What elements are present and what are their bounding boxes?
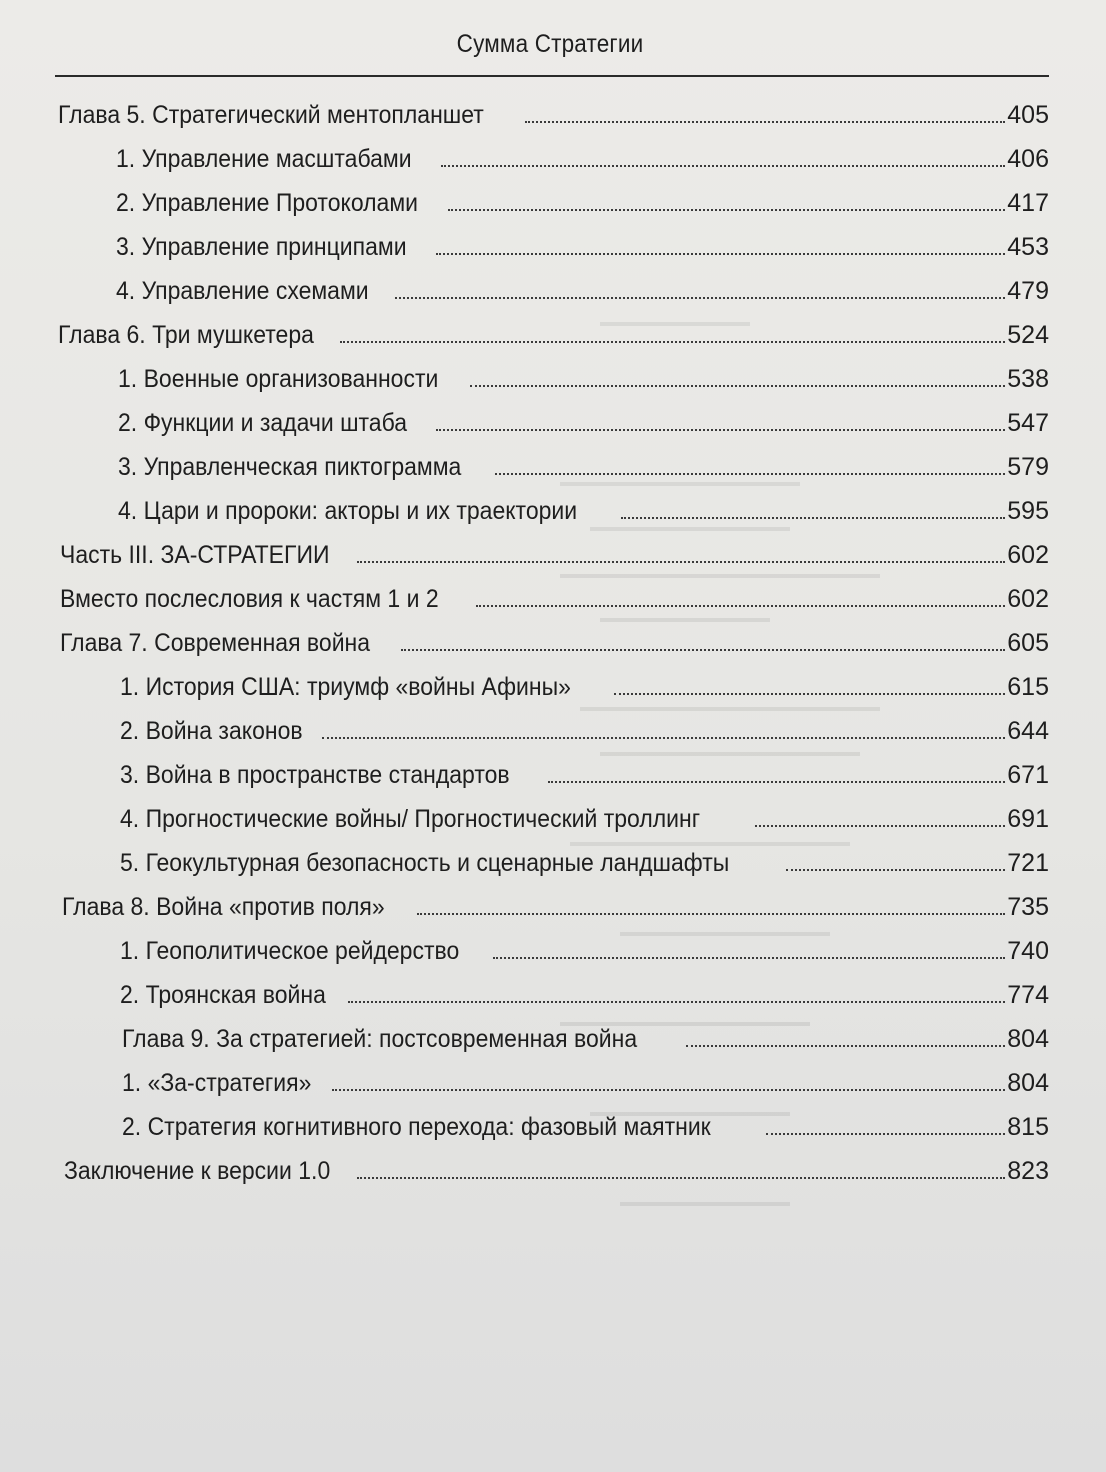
toc-entry-page: 524 <box>1007 321 1049 349</box>
toc-entry-page: 406 <box>1007 145 1049 173</box>
dot-leader <box>614 692 1005 695</box>
dot-leader <box>401 648 1005 651</box>
dot-leader <box>755 824 1006 827</box>
toc-entry-page: 815 <box>1007 1113 1049 1141</box>
toc-entry-title: Глава 8. Война «против поля» <box>62 893 385 921</box>
toc-entry <box>120 795 1049 835</box>
toc-entry-page: 595 <box>1007 497 1049 525</box>
toc-entry <box>116 267 1049 307</box>
toc-entry-title: 5. Геокультурная безопасность и сценарные ландшафты <box>120 849 730 877</box>
toc-entry <box>120 927 1049 967</box>
dot-leader <box>340 340 1005 343</box>
toc-entry-page: 804 <box>1007 1025 1049 1053</box>
toc-entry <box>118 443 1049 483</box>
toc-entry-page: 735 <box>1007 893 1049 921</box>
toc-entry <box>120 707 1049 747</box>
toc-entry-title: 1. Военные организованности <box>118 365 439 393</box>
toc-entry <box>120 663 1049 703</box>
toc-entry <box>120 839 1049 879</box>
toc-entry-page: 602 <box>1007 585 1049 613</box>
dot-leader <box>332 1088 1005 1091</box>
toc-entry <box>118 355 1049 395</box>
toc-entry-title: 1. История США: триумф «войны Афины» <box>120 673 571 701</box>
toc-entry <box>60 619 1049 659</box>
toc-entry-title: 4. Прогностические войны/ Прогностический троллинг <box>120 805 701 833</box>
running-header: Сумма Стратегии <box>456 30 644 58</box>
dot-leader <box>357 560 1005 563</box>
toc-entry <box>58 311 1049 351</box>
toc-entry <box>122 1103 1049 1143</box>
dot-leader <box>786 868 1005 871</box>
toc-entry-title: 2. Война законов <box>120 717 303 745</box>
toc-entry-title: Заключение к версии 1.0 <box>64 1157 331 1185</box>
toc-entry-title: 1. Геополитическое рейдерство <box>120 937 460 965</box>
dot-leader <box>766 1132 1005 1135</box>
header-divider <box>55 75 1049 77</box>
toc-entry-title: Часть III. ЗА-СТРАТЕГИИ <box>60 541 330 569</box>
toc-entry-title: Глава 9. За стратегией: постсовременная война <box>122 1025 638 1053</box>
toc-entry-title: 2. Управление Протоколами <box>116 189 418 217</box>
toc-entry-page: 774 <box>1007 981 1049 1009</box>
toc-entry-title: Глава 5. Стратегический ментопланшет <box>58 101 484 129</box>
toc-entry-page: 615 <box>1007 673 1049 701</box>
toc-entry <box>118 487 1049 527</box>
toc-entry-page: 691 <box>1007 805 1049 833</box>
dot-leader <box>495 472 1005 475</box>
toc-entry-page: 479 <box>1007 277 1049 305</box>
toc-entry-title: Глава 7. Современная война <box>60 629 371 657</box>
toc-entry <box>120 751 1049 791</box>
toc-entry-title: 1. «За-стратегия» <box>122 1069 312 1097</box>
toc-entry-title: 2. Функции и задачи штаба <box>118 409 408 437</box>
toc-entry-page: 547 <box>1007 409 1049 437</box>
dot-leader <box>395 296 1006 299</box>
dot-leader <box>322 736 1005 739</box>
toc-entry <box>60 531 1049 571</box>
dot-leader <box>548 780 1006 783</box>
toc-entry <box>60 575 1049 615</box>
toc-entry-page: 721 <box>1007 849 1049 877</box>
toc-entry-title: 2. Троянская война <box>120 981 326 1009</box>
toc-entry <box>62 883 1049 923</box>
dot-leader <box>525 120 1005 123</box>
dot-leader <box>436 252 1005 255</box>
toc-entry-title: Вместо послесловия к частям 1 и 2 <box>60 585 439 613</box>
dot-leader <box>348 1000 1006 1003</box>
toc-entry <box>122 1059 1049 1099</box>
toc-entry-title: 1. Управление масштабами <box>116 145 412 173</box>
toc-entry-page: 740 <box>1007 937 1049 965</box>
toc-entry-page: 644 <box>1007 717 1049 745</box>
dot-leader <box>686 1044 1005 1047</box>
toc-entry-page: 602 <box>1007 541 1049 569</box>
toc-entry <box>64 1147 1049 1187</box>
dot-leader <box>448 208 1005 211</box>
toc-entry-page: 804 <box>1007 1069 1049 1097</box>
toc-entry-page: 671 <box>1007 761 1049 789</box>
toc-entry-page: 417 <box>1007 189 1049 217</box>
toc-entry-title: 4. Управление схемами <box>116 277 369 305</box>
toc-entry-page: 405 <box>1007 101 1049 129</box>
dot-leader <box>493 956 1006 959</box>
toc-entry-title: 3. Управленческая пиктограмма <box>118 453 462 481</box>
toc-entry-page: 823 <box>1007 1157 1049 1185</box>
toc-entry <box>120 971 1049 1011</box>
toc-entry-title: 2. Стратегия когнитивного перехода: фазовый маятник <box>122 1113 711 1141</box>
dot-leader <box>436 428 1005 431</box>
toc-entry-page: 579 <box>1007 453 1049 481</box>
toc-entry-title: 3. Война в пространстве стандартов <box>120 761 510 789</box>
toc-entry <box>116 179 1049 219</box>
toc-entry <box>58 91 1049 131</box>
dot-leader <box>417 912 1006 915</box>
toc-entry-page: 453 <box>1007 233 1049 261</box>
toc-entry-page: 538 <box>1007 365 1049 393</box>
toc-entry-title: Глава 6. Три мушкетера <box>58 321 314 349</box>
toc-entry-title: 4. Цари и пророки: акторы и их траектории <box>118 497 578 525</box>
toc-entry <box>122 1015 1049 1055</box>
dot-leader <box>470 384 1005 387</box>
dot-leader <box>441 164 1005 167</box>
toc-entry-page: 605 <box>1007 629 1049 657</box>
toc-entry <box>116 223 1049 263</box>
dot-leader <box>357 1176 1005 1179</box>
toc-entry <box>116 135 1049 175</box>
toc-entry <box>118 399 1049 439</box>
dot-leader <box>621 516 1005 519</box>
toc-entry-title: 3. Управление принципами <box>116 233 407 261</box>
dot-leader <box>476 604 1006 607</box>
